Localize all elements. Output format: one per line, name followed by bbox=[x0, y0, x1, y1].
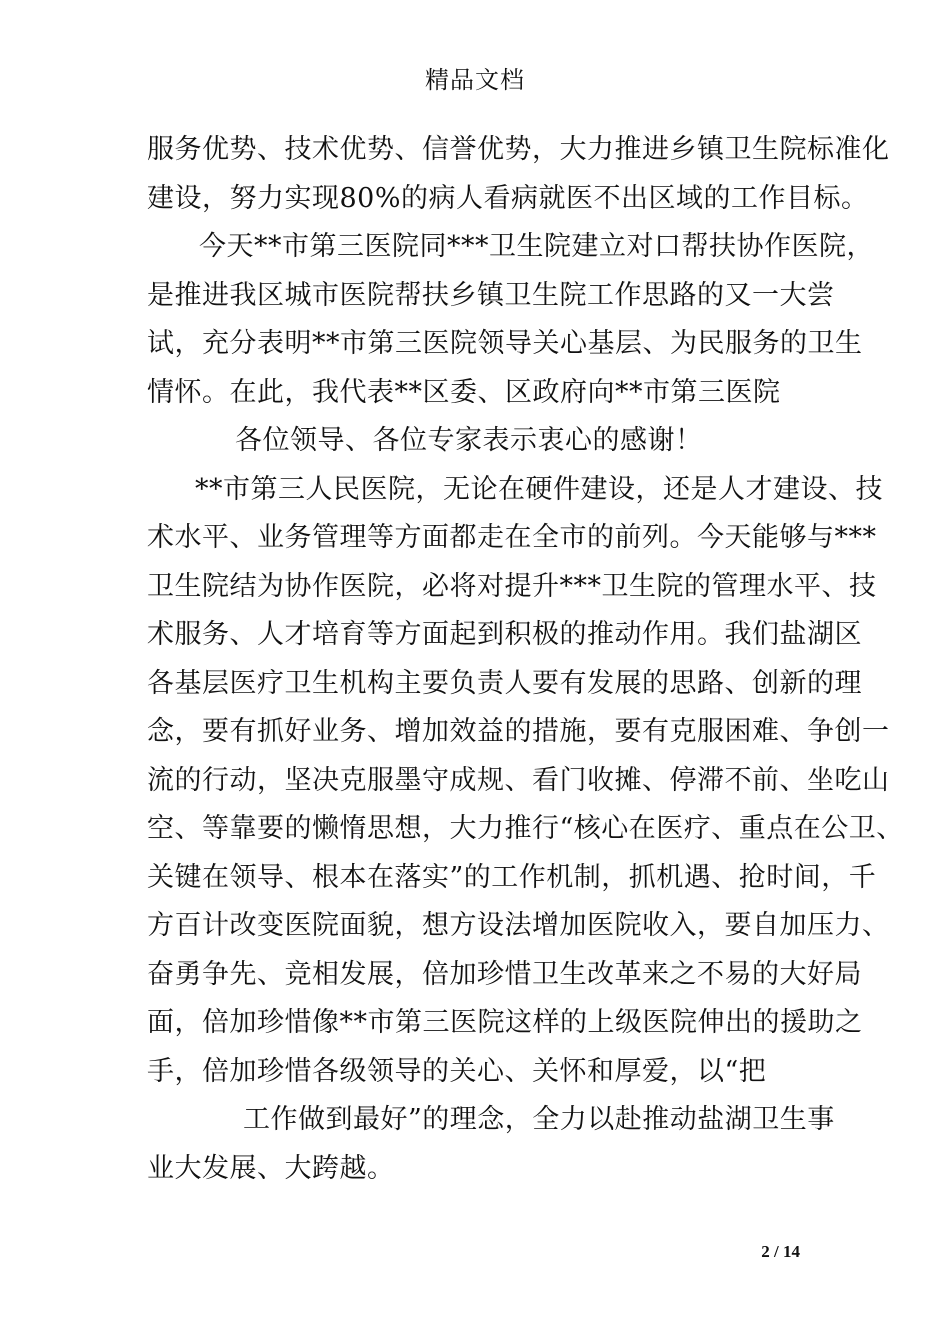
text-line-12: 各基层医疗卫生机构主要负责人要有发展的思路、创新的理 bbox=[147, 667, 862, 699]
text-line-19: 面，倍加珍惜像**市第三医院这样的上级医院伸出的援助之 bbox=[147, 1007, 863, 1038]
text-line-14: 流的行动，坚决克服墨守成规、看门收摊、停滞不前、坐吃山 bbox=[147, 764, 890, 796]
text-line-5: 试，充分表明**市第三医院领导关心基层、为民服务的卫生 bbox=[147, 328, 863, 359]
document-body bbox=[147, 126, 904, 1193]
text-line-20: 手，倍加珍惜各级领导的关心、关怀和厚爱，以“把 bbox=[147, 1055, 767, 1087]
text-line-4: 是推进我区城市医院帮扶乡镇卫生院工作思路的又一大尝 bbox=[147, 279, 835, 311]
text-line-10: 卫生院结为协作医院，必将对提升***卫生院的管理水平、技 bbox=[147, 570, 877, 602]
text-line-6: 情怀。在此，我代表**区委、区政府向**市第三医院 bbox=[147, 376, 781, 408]
text-line-9: 术水平、业务管理等方面都走在全市的前列。今天能够与*** bbox=[147, 522, 877, 553]
text-line-16: 关键在领导、根本在落实”的工作机制，抓机遇、抢时间，千 bbox=[147, 861, 877, 893]
text-line-18: 奋勇争先、竞相发展，倍加珍惜卫生改革来之不易的大好局 bbox=[147, 958, 862, 990]
text-line-17: 方百计改变医院面貌，想方设法增加医院收入，要自加压力、 bbox=[147, 910, 890, 941]
text-line-3: 今天**市第三医院同***卫生院建立对口帮扶协作医院， bbox=[199, 231, 874, 262]
text-line-22: 业大发展、大跨越。 bbox=[147, 1152, 395, 1184]
text-line-1: 服务优势、技术优势、信誉优势，大力推进乡镇卫生院标准化 bbox=[147, 134, 890, 165]
page-header-title: 精品文档 bbox=[425, 66, 525, 94]
text-line-15: 空、等靠要的懒惰思想，大力推行“核心在医疗、重点在公卫、 bbox=[147, 813, 904, 844]
text-line-11: 术服务、人才培育等方面起到积极的推动作用。我们盐湖区 bbox=[147, 619, 862, 650]
page-number: 2 / 14 bbox=[761, 1242, 800, 1261]
text-line-8: **市第三人民医院，无论在硬件建设，还是人才建设、技 bbox=[195, 473, 883, 505]
text-line-21: 工作做到最好”的理念，全力以赴推动盐湖卫生事 bbox=[243, 1104, 835, 1135]
text-line-7: 各位领导、各位专家表示衷心的感谢！ bbox=[235, 425, 703, 456]
text-line-2: 建设，努力实现80%的病人看病就医不出区域的工作目标。 bbox=[147, 182, 869, 214]
text-line-13: 念，要有抓好业务、增加效益的措施，要有克服困难、争创一 bbox=[147, 716, 890, 747]
